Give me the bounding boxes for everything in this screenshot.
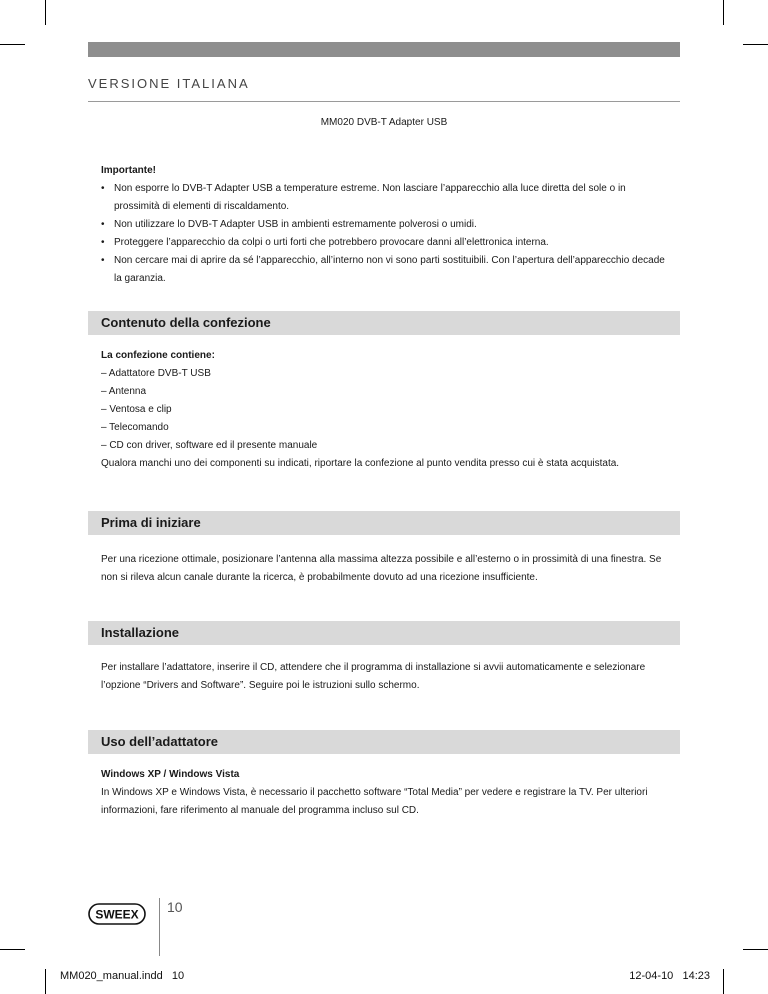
- list-item: – Adattatore DVB-T USB: [101, 368, 211, 379]
- before-block: [101, 551, 666, 587]
- list-item: • Non utilizzare lo DVB-T Adapter USB in ambienti estremamente polverosi o umidi.: [101, 216, 666, 234]
- install-block: [101, 659, 666, 695]
- section-heading-before: Prima di iniziare: [88, 511, 680, 535]
- usage-subheading: Windows XP / Windows Vista: [101, 769, 240, 780]
- list-item: – Telecomando: [101, 422, 169, 433]
- usage-block: [101, 766, 666, 820]
- page-number: 10: [167, 899, 183, 915]
- important-list: [101, 180, 666, 288]
- footer-timestamp: 12-04-10 14:23: [629, 970, 710, 982]
- header-bar: [88, 42, 680, 57]
- header-rule: [88, 101, 680, 102]
- sweex-logo: [88, 903, 146, 925]
- language-header: VERSIONE ITALIANA: [88, 76, 250, 91]
- product-title: MM020 DVB-T Adapter USB: [320, 117, 448, 128]
- crop-mark: [45, 969, 46, 994]
- usage-text: In Windows XP e Windows Vista, è necessario il pacchetto software “Total Media” per vedere e registrare la TV. Per ulteriori informazioni, fare riferimento al manuale del programma incluso sul CD.: [101, 787, 648, 816]
- crop-mark: [743, 949, 768, 950]
- logo-text: SWEEX: [95, 907, 139, 922]
- list-item: • Non esporre lo DVB-T Adapter USB a temperature estreme. Non lasciare l’apparecchio alla luce diretta del sole o in prossimità di elementi di riscaldamento.: [101, 180, 666, 216]
- crop-mark: [45, 0, 46, 25]
- page-divider: [159, 898, 160, 956]
- list-item: – CD con driver, software ed il presente manuale: [101, 440, 318, 451]
- important-block: [101, 162, 666, 288]
- footer-filename: MM020_manual.indd 10: [60, 970, 185, 982]
- install-text: Per installare l’adattatore, inserire il CD, attendere che il programma di installazione si avvii automaticamente e selezionare l’opzione “Drivers and Software”. Seguire poi le istruzioni sullo schermo.: [101, 662, 646, 691]
- contents-intro: La confezione contiene:: [101, 350, 215, 361]
- list-item: – Antenna: [101, 386, 147, 397]
- crop-mark: [723, 969, 724, 994]
- crop-mark: [723, 0, 724, 25]
- crop-mark: [0, 44, 25, 45]
- crop-mark: [0, 949, 25, 950]
- section-heading-install: Installazione: [88, 621, 680, 645]
- crop-mark: [743, 44, 768, 45]
- section-heading-contents: Contenuto della confezione: [88, 311, 680, 335]
- important-title: Importante!: [101, 165, 156, 176]
- contents-note: Qualora manchi uno dei componenti su indicati, riportare la confezione al punto vendita presso cui è stata acquistata.: [101, 458, 620, 469]
- before-text: Per una ricezione ottimale, posizionare l’antenna alla massima altezza possibile e all’esterno o in prossimità di una finestra. Se non si rileva alcun canale durante la ricerca, è probabilmente dovuto ad una ricezione insufficiente.: [101, 554, 662, 583]
- contents-block: [101, 347, 666, 473]
- list-item: – Ventosa e clip: [101, 404, 172, 415]
- section-heading-usage: Uso dell’adattatore: [88, 730, 680, 754]
- list-item: • Non cercare mai di aprire da sé l’apparecchio, all’interno non vi sono parti sostituibili. Con l’apertura dell’apparecchio decade la garanzia.: [101, 252, 666, 288]
- list-item: • Proteggere l’apparecchio da colpi o urti forti che potrebbero provocare danni all’elettronica interna.: [101, 234, 666, 252]
